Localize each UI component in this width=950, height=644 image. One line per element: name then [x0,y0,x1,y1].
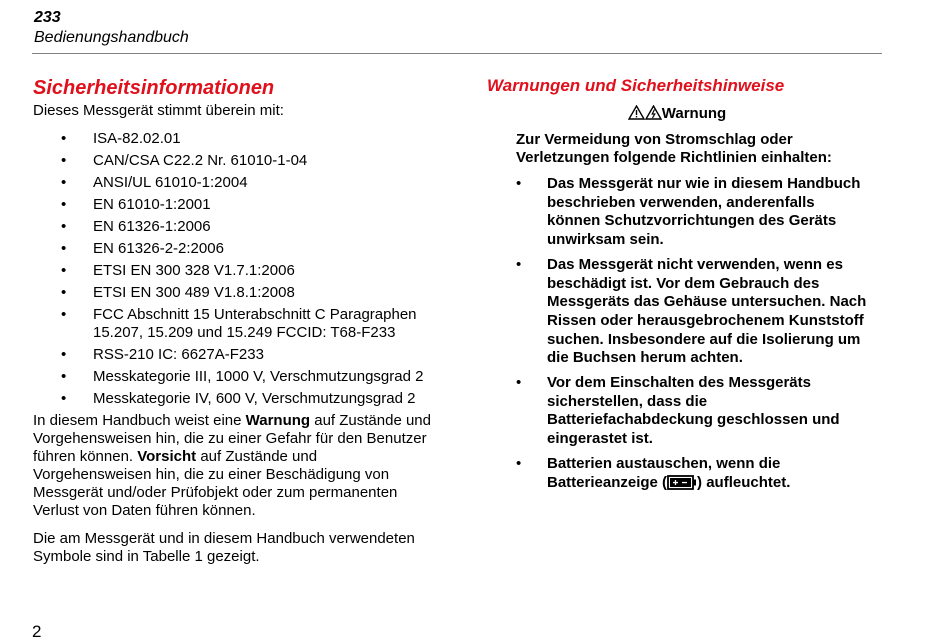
warning-title [487,105,867,123]
text: auf Zustände und Vorgehensweisen hin, die zu einer Gefahr für den Benutzer führen können. [33,412,431,465]
standard-text: ANSI/UL 61010-1:2004 [93,174,248,191]
standards-intro: Dieses Messgerät stimmt überein mit: [33,102,284,119]
warning-item-text: Das Messgerät nur wie in diesem Handbuch beschrieben verwenden, anderenfalls können Schutzvorrichtungen des Geräts unwirksam sein. [547,175,861,249]
standard-item [33,284,433,302]
left-column [33,74,433,566]
bullet: • [61,368,67,385]
standard-item [33,130,433,148]
standard-text: EN 61326-2-2:2006 [93,240,224,257]
standard-item [33,218,433,236]
standard-text: CAN/CSA C22.2 Nr. 61010-1-04 [93,152,308,169]
standard-item [33,368,433,386]
standard-item [33,390,433,408]
standard-text: Messkategorie III, 1000 V, Verschmutzungsgrad 2 [93,368,424,385]
standard-text: ETSI EN 300 328 V1.7.1:2006 [93,262,295,279]
section-heading-warnings: Warnungen und Sicherheitshinweise [487,76,785,95]
warning-triangle-icon [628,105,645,120]
bullet: • [516,374,522,392]
list-item [487,175,867,250]
standard-text: EN 61010-1:2001 [93,196,211,213]
warning-item-text: Vor dem Einschalten des Messgeräts sicherstellen, dass die Batteriefachabdeckung geschlossen und eingerastet ist. [547,374,840,448]
right-column [487,74,867,498]
standard-text: Messkategorie IV, 600 V, Verschmutzungsgrad 2 [93,390,416,407]
standard-item [33,240,433,258]
bullet: • [61,306,67,323]
warning-item-text: Das Messgerät nicht verwenden, wenn es beschädigt ist. Vor dem Gebrauch des Messgeräts das Gehäuse untersuchen. Nach Rissen oder herausgebrochenem Kunststoff suchen. Insbesondere auf die Isolierung um die Buchsen herum achten. [547,255,867,367]
bullet: • [516,255,522,273]
bullet: • [61,196,67,213]
bullet: • [61,130,67,147]
warning-list [487,175,867,492]
standards-list [33,130,433,408]
text: auf Zustände und Vorgehensweisen hin, die zu einer Beschädigung von Messgerät und/oder Prüfobjekt oder zum permanenten Verlust von Daten führen können. [33,448,398,519]
header-page-number: 233 [34,9,61,26]
bullet: • [516,175,522,192]
header-rule [32,53,882,54]
list-item [487,455,867,492]
footer-page-number: 2 [32,622,42,641]
standard-item [33,306,433,342]
standard-text: EN 61326-1:2006 [93,218,211,235]
standard-text: RSS-210 IC: 6627A-F233 [93,346,264,363]
bullet: • [61,346,67,363]
bullet: • [516,454,522,472]
battery-text-before: Batterien austauschen, wenn die Batterieanzeige ( [547,454,781,491]
bullet: • [61,262,67,279]
battery-icon [667,475,697,490]
standard-item [33,262,433,280]
section-heading-safety: Sicherheitsinformationen [33,77,275,99]
warning-intro: Zur Vermeidung von Stromschlag oder Verletzungen folgende Richtlinien einhalten: [516,131,832,166]
standard-item [33,346,433,364]
warning-explanation-paragraph [33,412,433,520]
bullet: • [61,284,67,301]
bullet: • [61,240,67,257]
bullet: • [61,152,67,169]
standard-item [33,196,433,214]
standard-text: ISA-82.02.01 [93,130,181,147]
bullet: • [61,174,67,191]
battery-text-after: ) aufleuchtet. [697,473,791,491]
standard-item [33,174,433,192]
standard-item [33,152,433,170]
page-header [34,8,189,48]
bullet: • [61,218,67,235]
warning-label: Warnung [661,105,727,122]
bold-vorsicht: Vorsicht [137,448,197,465]
list-item [487,256,867,368]
bold-warnung: Warnung [245,412,311,429]
bullet: • [61,390,67,407]
symbols-paragraph: Die am Messgerät und in diesem Handbuch verwendeten Symbole sind in Tabelle 1 gezeigt. [33,530,415,565]
list-item [487,374,867,449]
standard-text: ETSI EN 300 489 V1.8.1:2008 [93,284,295,301]
header-manual-title: Bedienungshandbuch [34,29,189,46]
standard-text: FCC Abschnitt 15 Unterabschnitt C Paragraphen 15.207, 15.209 und 15.249 FCCID: T68-F233 [93,306,417,341]
shock-hazard-icon [645,105,662,120]
text: In diesem Handbuch weist eine [33,412,246,429]
